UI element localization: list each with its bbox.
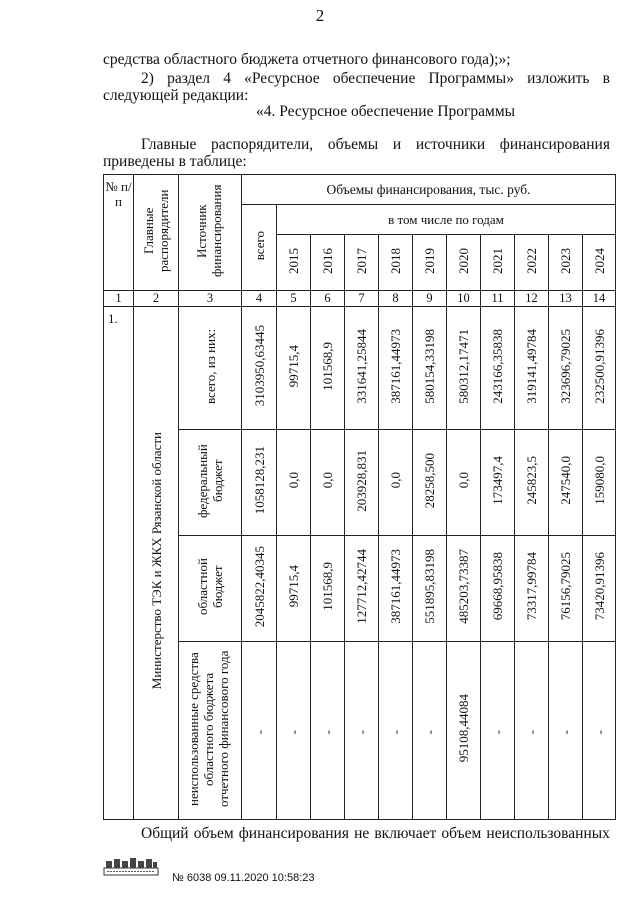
intro-line-3: следующей редакции: [103, 87, 249, 104]
year-2020: 2020 [447, 235, 481, 291]
year-2016: 2016 [311, 235, 345, 291]
header-num: № п/п [104, 175, 134, 291]
year-2021: 2021 [481, 235, 515, 291]
row-number: 1. [104, 307, 134, 820]
year-2017: 2017 [345, 235, 379, 291]
column-number-row: 1 2 3 4 5 6 7 8 9 10 11 12 13 14 [104, 291, 616, 307]
intro-line-6: приведены в таблице: [103, 153, 247, 170]
source-cell: областной бюджет [179, 536, 242, 642]
section-heading: «4. Ресурсное обеспечение Программы [256, 103, 516, 120]
header-total: всего [242, 205, 277, 291]
table-row: федеральный бюджет 1058128,231 0,0 0,0 203928,831 0,0 28258,500 0,0 173497,4 245823,5 247540,0 159080,0 [104, 430, 616, 536]
registration-stamp: № 6038 09.11.2020 10:58:23 [172, 872, 315, 884]
page-number: 2 [315, 6, 325, 25]
year-2023: 2023 [549, 235, 583, 291]
source-cell: федеральный бюджет [179, 430, 242, 536]
table-row: 1. Министерство ТЭК и ЖКХ Рязанской области всего, из них: 3103950,63445 99715,4 101568,9 331641,25844 387161,44973 580154,33198 580312,17471 243166,35838 319141,49784 323696,79025 232500,91396 [104, 307, 616, 430]
source-cell: всего, из них: [179, 307, 242, 430]
header-managers: Главные распорядители [134, 175, 179, 291]
year-2022: 2022 [515, 235, 549, 291]
manager-cell: Министерство ТЭК и ЖКХ Рязанской области [134, 307, 179, 820]
year-2024: 2024 [583, 235, 616, 291]
header-source: Источник финансирования [179, 175, 242, 291]
source-cell: неиспользованные средства областного бюджета отчетного финансового года [179, 642, 242, 820]
table-row: неиспользованные средства областного бюджета отчетного финансового года - - - - - - 95108,44084 - - - - [104, 642, 616, 820]
intro-line-2: 2) раздел 4 «Ресурсное обеспечение Программы» изложить в [141, 70, 610, 87]
financing-table [103, 174, 616, 820]
year-2015: 2015 [277, 235, 311, 291]
bottom-text: Общий объем финансирования не включает объем неиспользованных [141, 825, 610, 842]
document-registry-logo [103, 852, 159, 876]
intro-line-1: средства областного бюджета отчетного финансового года);»; [103, 51, 511, 68]
intro-line-5: Главные распорядители, объемы и источники финансирования [141, 136, 610, 153]
header-volumes: Объемы финансирования, тыс. руб. [242, 175, 616, 205]
year-2018: 2018 [379, 235, 413, 291]
year-2019: 2019 [413, 235, 447, 291]
table-row: областной бюджет 2045822,40345 99715,4 101568,9 127712,42744 387161,44973 551895,83198 485203,73387 69668,95838 73317,99784 76156,79025 73420,91396 [104, 536, 616, 642]
header-by-year: в том числе по годам [277, 205, 616, 235]
